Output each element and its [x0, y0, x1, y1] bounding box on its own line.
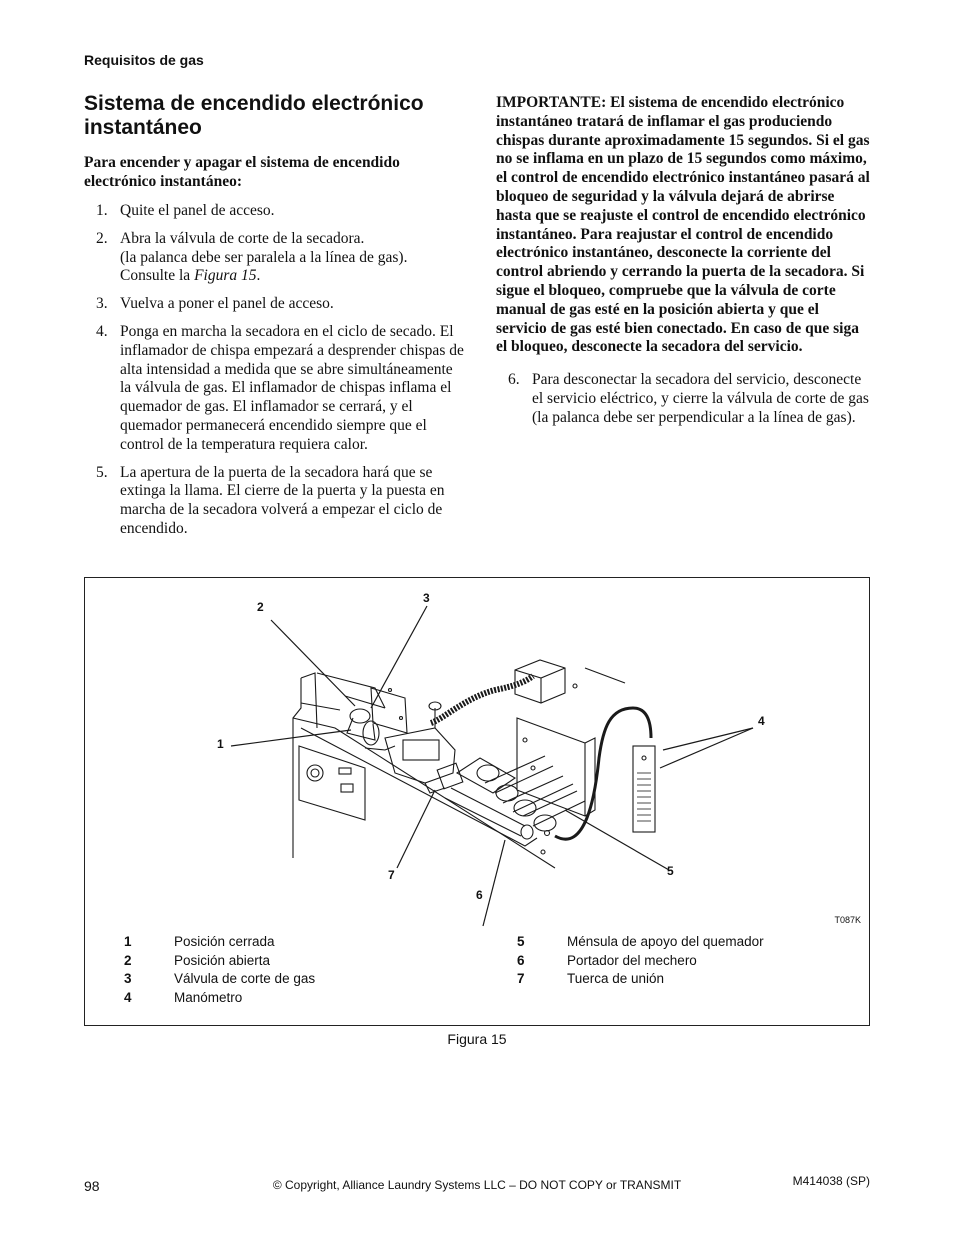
step-number: 3.: [96, 295, 108, 313]
left-column: [84, 92, 464, 548]
page-number: 98: [84, 1178, 100, 1194]
step-number: 2.: [96, 229, 108, 247]
step-item: [84, 323, 464, 455]
figure-reference: Figura 15: [194, 267, 257, 285]
legend-label: Tuerca de unión: [567, 971, 665, 987]
step-item: [84, 464, 464, 539]
step-text-cont: (la palanca debe ser paralela a la línea de gas). Consulte la: [120, 248, 408, 285]
step-text: Para desconectar la secadora del servicio, desconecte el servicio eléctrico, y cierre la válvula de corte de gas (la palanca debe ser perpendicular a la línea de gas).: [532, 371, 869, 426]
legend-row: [517, 952, 847, 971]
step-item: [496, 371, 872, 427]
legend-num: 3: [124, 971, 132, 987]
copyright-notice: © Copyright, Alliance Laundry Systems LLC – DO NOT COPY or TRANSMIT: [272, 1178, 682, 1192]
step-item: [84, 202, 464, 221]
figure-box: [84, 577, 870, 1026]
step-number: 5.: [96, 463, 108, 481]
legend-num: 2: [124, 952, 132, 968]
intro-text: Para encender y apagar el sistema de encendido electrónico instantáneo:: [84, 154, 400, 190]
step-number: 1.: [96, 202, 108, 219]
step-item: [84, 295, 464, 314]
manometer-scale: [637, 773, 651, 821]
legend-row: [517, 970, 847, 989]
important-notice: IMPORTANTE: El sistema de encendido electrónico instantáneo tratará de inflamar el gas produciendo chispas durante aproximadamente 15 segundos. Si el gas no se inflama en un plazo de 15 segundos como máximo, el control de encendido electrónico instantáneo pasará al bloqueo de seguridad y la válvula dejará de abrirse hasta que se reajuste el control de encendido electrónico instantáneo. Para reajustar el control de encendido electrónico instantáneo, desconecte la corriente del control abriendo y cerrando la puerta de la secadora. Si sigue el bloqueo, compruebe que la válvula de corte manual de gas esté en la posición abierta y que el servicio de gas esté bien conectado. En caso de que siga el bloqueo, desconecte la secadora del servicio.: [496, 94, 870, 356]
legend-row: [124, 933, 454, 952]
callout-4: 4: [758, 714, 765, 728]
legend-num: 5: [517, 934, 525, 949]
legend-left: [124, 933, 454, 1007]
steps-list-continued: [496, 371, 872, 427]
legend-label: Posición abierta: [174, 952, 271, 968]
right-column: [496, 94, 872, 437]
legend-row: [124, 970, 454, 989]
callout-1: 1: [217, 737, 224, 751]
figure-code: T087K: [834, 915, 861, 925]
callout-6: 6: [476, 888, 483, 902]
step-text: Vuelva a poner el panel de acceso.: [120, 295, 334, 313]
legend-right: [517, 933, 847, 989]
step-text: Abra la válvula de corte de la secadora.: [120, 229, 365, 247]
step-number: 4.: [96, 322, 108, 340]
legend-num: 6: [517, 952, 525, 968]
legend-label: Manómetro: [174, 989, 243, 1005]
step-text: Ponga en marcha la secadora en el ciclo de secado. El inflamador de chispa empezará a desprender chispas de alta intensidad a medida que se abre simultáneamente la válvula de gas. El inflamador de chispas inflama el quemador de gas. El inflamador se cerrará, y el quemador permanecerá encendido siempre que el control de la temperatura requiera calor.: [120, 322, 464, 453]
steps-list: [84, 202, 464, 539]
legend-num: 1: [124, 934, 132, 949]
step-number: 6.: [508, 371, 520, 389]
callout-3: 3: [423, 591, 430, 605]
step-text-end: .: [256, 267, 261, 285]
step-text: La apertura de la puerta de la secadora hará que se extinga la llama. El cierre de la puerta y la puesta en marcha de la secadora volverá a empezar el ciclo de encendido.: [120, 463, 445, 537]
legend-num: 4: [124, 989, 132, 1005]
legend-num: 7: [517, 971, 525, 987]
legend-label: Portador del mechero: [567, 952, 697, 968]
step-text: Quite el panel de acceso.: [120, 202, 275, 219]
figure-caption: Figura 15: [447, 1031, 507, 1047]
step-item: [84, 230, 464, 286]
callout-2: 2: [257, 600, 264, 614]
callout-7: 7: [388, 868, 395, 882]
legend-label: Posición cerrada: [174, 934, 275, 949]
legend-label: Válvula de corte de gas: [174, 971, 316, 987]
section-title: Sistema de encendido electrónico instantáneo: [84, 92, 424, 139]
legend-row: [517, 933, 847, 952]
legend-row: [124, 952, 454, 971]
callout-5: 5: [667, 864, 674, 878]
section-header: Requisitos de gas: [84, 52, 204, 68]
document-code: M414038 (SP): [792, 1174, 870, 1188]
legend-label: Ménsula de apoyo del quemador: [567, 934, 764, 949]
legend-row: [124, 989, 454, 1008]
